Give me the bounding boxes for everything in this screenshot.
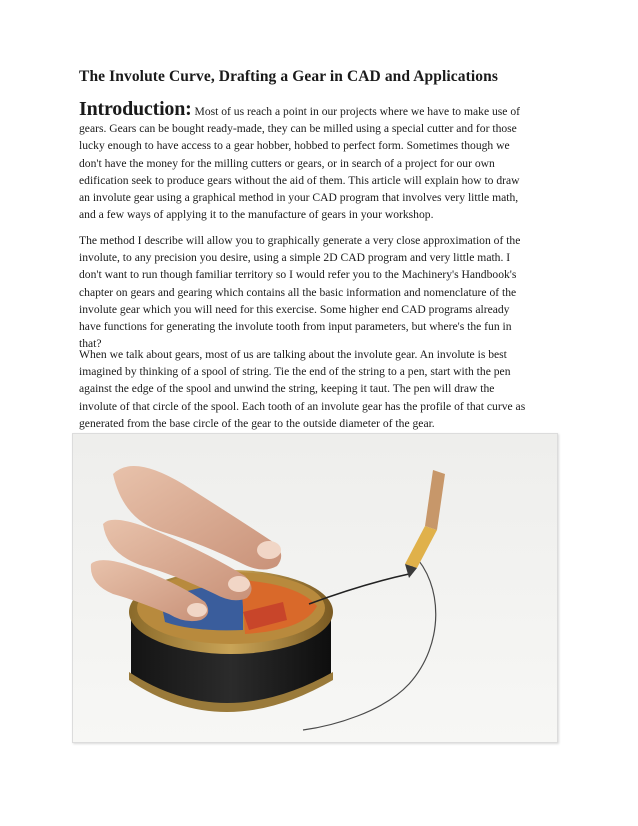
intro-line: Most of us reach a point in our projects where we have to make use of (191, 105, 520, 118)
spool-photo-illustration (73, 434, 557, 742)
paragraph-line: involute, to any precision you desire, using a simple 2D CAD program and very little math. I (79, 251, 511, 265)
intro-line: an involute gear using a graphical method in your CAD program that involves very little math, (79, 191, 519, 205)
fingernail (187, 603, 207, 617)
introduction-heading: Introduction: (79, 98, 192, 120)
introduction-paragraph (79, 98, 559, 223)
paragraph-line: that? (79, 337, 102, 351)
method-paragraph (79, 232, 559, 352)
fingernail (228, 576, 250, 592)
involute-paragraph (79, 346, 559, 432)
fingernail (257, 541, 281, 559)
intro-line: and a few ways of applying it to the manufacture of gears in your workshop. (79, 208, 434, 222)
intro-first-line (79, 98, 559, 120)
paragraph-line: don't want to run though familiar territory so I would refer you to the Machinery's Handbook's (79, 268, 517, 282)
paragraph-line: imagined by thinking of a spool of string. Tie the end of the string to a pen, start with the pen (79, 365, 511, 379)
paragraph-line: chapter on gears and gearing which contains all the basic information and nomenclature of the (79, 285, 517, 299)
paragraph-line: generated from the base circle of the gear to the outside diameter of the gear. (79, 416, 435, 430)
intro-line: edification seek to produce gears without the aid of them. This article will explain how to draw (79, 173, 520, 187)
paragraph-line: When we talk about gears, most of us are talking about the involute gear. An involute is best (79, 348, 507, 361)
intro-line: gears. Gears can be bought ready-made, they can be milled using a special cutter and for those (79, 122, 517, 136)
spool-string-photo (72, 433, 558, 743)
paragraph-line: against the edge of the spool and unwind the string, keeping it taut. The pen will draw the (79, 382, 495, 396)
paragraph-line: have functions for generating the involute tooth from input parameters, but where's the fun in (79, 320, 512, 334)
intro-line: lucky enough to have access to a gear hobber, hobbed to perfect form. Sometimes though we (79, 139, 510, 153)
paragraph-line: involute gear which you will need for this exercise. Some higher end CAD programs already (79, 302, 510, 316)
paragraph-line: The method I describe will allow you to graphically generate a very close approximation of the (79, 234, 521, 247)
intro-line: don't have the money for the milling cutters or gears, or in search of a project for our own (79, 156, 495, 170)
document-title: The Involute Curve, Drafting a Gear in CAD and Applications (79, 68, 498, 85)
paragraph-line: involute of that circle of the spool. Each tooth of an involute gear has the profile of that curve as (79, 399, 526, 413)
